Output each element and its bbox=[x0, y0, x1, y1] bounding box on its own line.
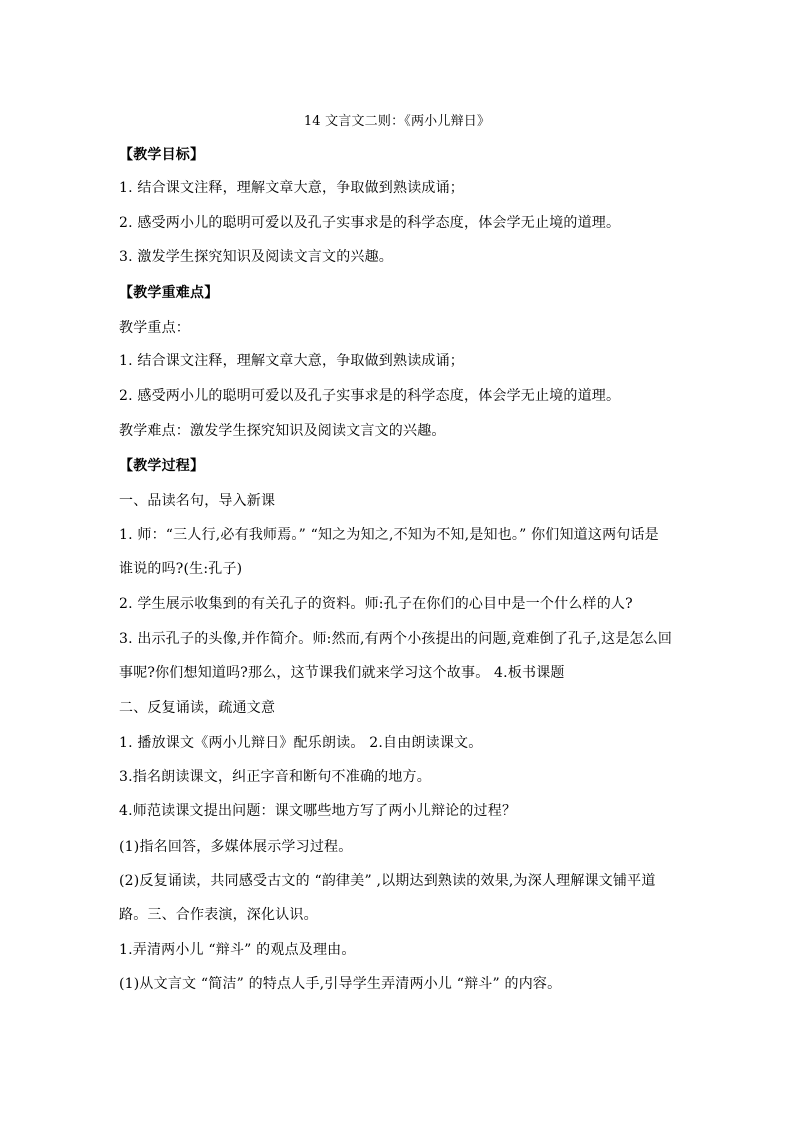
heading-key-points: 【教学重难点】 bbox=[119, 285, 219, 301]
reading-substep-1: (1)指名回答，多媒体展示学习过程。 bbox=[119, 839, 353, 855]
process-step-3-line-1: 3. 出示孔子的头像,并作简介。师:然而,有两个小孩提出的问题,竟难倒了孔子,这是怎么回 bbox=[119, 631, 673, 647]
reading-substep-2-line-1: (2)反复诵读，共同感受古文的 “韵律美” ,以期达到熟读的效果,为深人理解课文铺平道 bbox=[119, 873, 656, 889]
heading-teaching-process: 【教学过程】 bbox=[119, 458, 205, 474]
reading-step-4: 4.师范读课文提出问题：课文哪些地方写了两小儿辩论的过程？ bbox=[119, 803, 517, 819]
debate-step-1: 1.弄清两小儿 “辩斗” 的观点及理由。 bbox=[119, 942, 356, 958]
process-step-2: 2. 学生展示收集到的有关孔子的资料。师:孔子在你们的心目中是一个什么样的人? bbox=[119, 596, 633, 612]
debate-substep-1: (1)从文言文 “简洁” 的特点人手,引导学生弄清两小儿 “辩斗” 的内容。 bbox=[119, 976, 562, 992]
document-title: 14 文言文二则：《两小儿辩日》 bbox=[303, 114, 491, 129]
process-section-2: 二、反复诵读，疏通文意 bbox=[119, 700, 276, 716]
key-points-label: 教学重点： bbox=[119, 320, 190, 336]
difficult-point: 教学难点：激发学生探究知识及阅读文言文的兴趣。 bbox=[119, 423, 446, 439]
process-section-1: 一、品读名句，导入新课 bbox=[119, 493, 276, 509]
reading-substep-2-line-2: 路。三、合作表演，深化认识。 bbox=[119, 907, 318, 923]
reading-step-1: 1. 播放课文《两小儿辩日》配乐朗读。 2.自由朗读课文。 bbox=[119, 735, 483, 751]
reading-step-3: 3.指名朗读课文，纠正字音和断句不准确的地方。 bbox=[119, 769, 431, 785]
process-step-1-line-1: 1. 师：“三人行,必有我师焉。” “知之为知之,不知为不知,是知也。” 你们知道这两句话是 bbox=[119, 527, 659, 543]
goal-item-2: 2. 感受两小儿的聪明可爱以及孔子实事求是的科学态度，体会学无止境的道理。 bbox=[119, 215, 621, 231]
goal-item-3: 3. 激发学生探究知识及阅读文言文的兴趣。 bbox=[119, 249, 394, 265]
goal-item-1: 1. 结合课文注释，理解文章大意，争取做到熟读成诵； bbox=[119, 180, 465, 196]
key-point-item-2: 2. 感受两小儿的聪明可爱以及孔子实事求是的科学态度，体会学无止境的道理。 bbox=[119, 388, 621, 404]
process-step-3-line-2: 事呢?你们想知道吗?那么，这节课我们就来学习这个故事。 4.板书课题 bbox=[119, 665, 565, 681]
process-step-1-line-2: 谁说的吗?(生:孔子) bbox=[119, 561, 243, 577]
key-point-item-1: 1. 结合课文注释，理解文章大意，争取做到熟读成诵； bbox=[119, 353, 465, 369]
heading-teaching-goals: 【教学目标】 bbox=[119, 147, 205, 163]
